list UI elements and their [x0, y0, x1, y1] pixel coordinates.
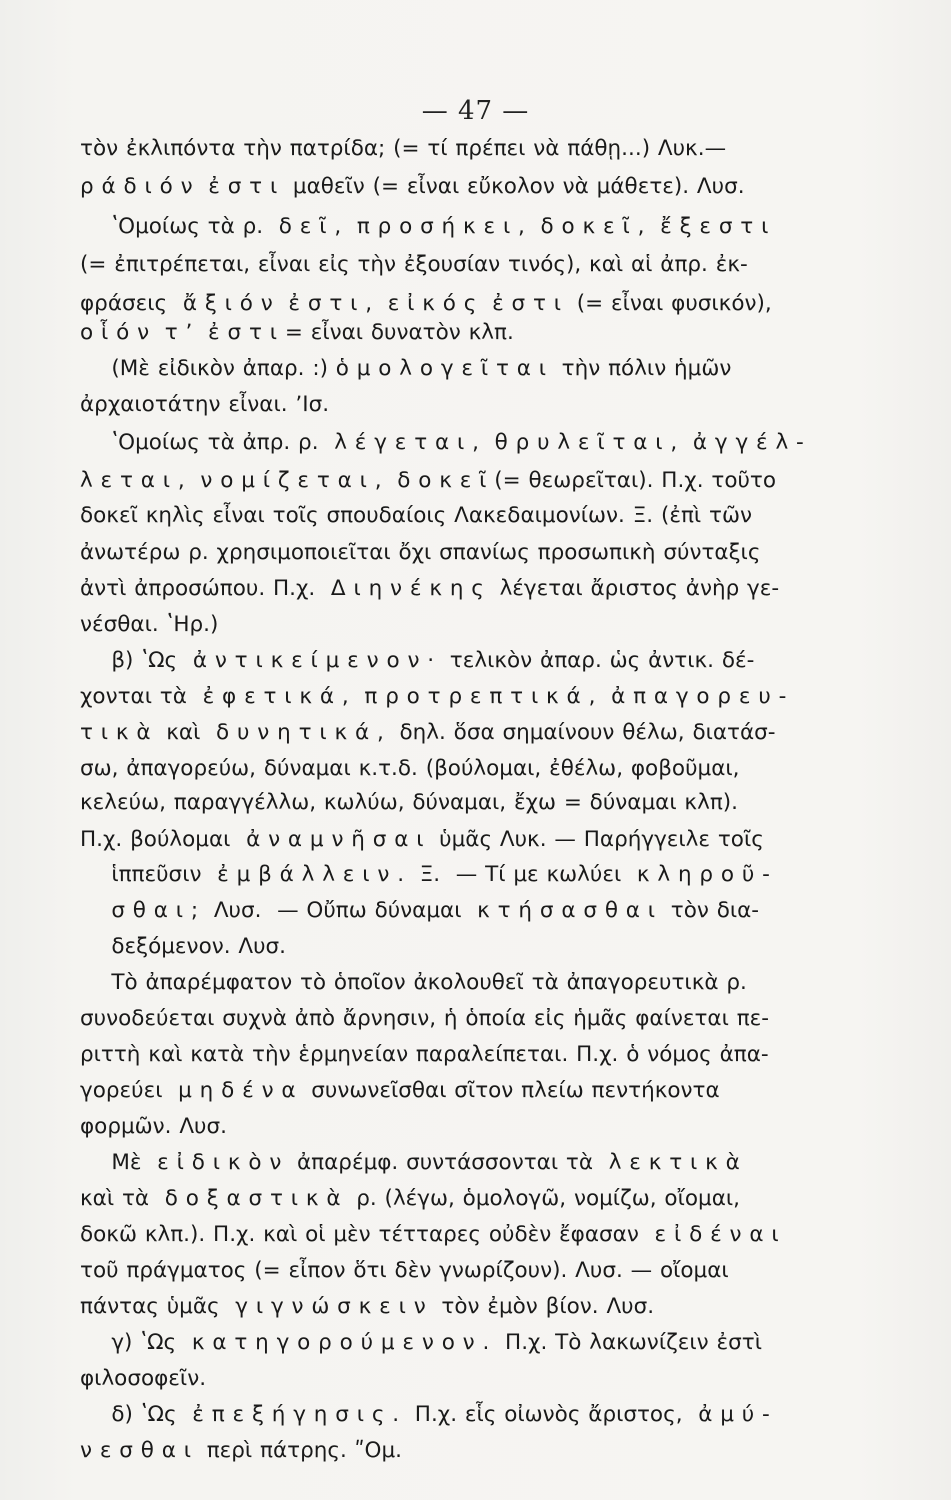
text-line: Τὸ ἀπαρέμφατον τὸ ὁποῖον ἀκολουθεῖ τὰ ἀπαγορευτικὰ ρ. — [80, 970, 747, 995]
text-line: ρ ά δ ι ό ν ἐ σ τ ι μαθεῖν (= εἶναι εὔκολον νὰ μάθετε). Λυσ. — [80, 174, 745, 199]
text-line: δοκεῖ κηλὶς εἶναι τοῖς σπουδαίοις Λακεδαιμονίων. Ξ. (ἐπὶ τῶν — [80, 503, 752, 528]
text-line: ʽΟμοίως τὰ ἀπρ. ρ. λ έ γ ε τ α ι , θ ρ υ λ ε ῖ τ α ι , ἀ γ γ έ λ - — [80, 430, 804, 455]
text-line: φράσεις ἄ ξ ι ό ν ἐ σ τ ι , ε ἰ κ ό ς ἐ σ τ ι (= εἶναι φυσικόν), — [80, 291, 772, 316]
text-line: ʽΟμοίως τὰ ρ. δ ε ῖ , π ρ ο σ ή κ ε ι , δ ο κ ε ῖ , ἔ ξ ε σ τ ι — [80, 214, 769, 239]
text-line: (Μὲ εἰδικὸν ἀπαρ. :) ὁ μ ο λ ο γ ε ῖ τ α ι τὴν πόλιν ἡμῶν — [80, 356, 732, 381]
text-line: ἀντὶ ἀπροσώπου. Π.χ. Δ ι η ν έ κ η ς λέγεται ἄριστος ἀνὴρ γε- — [80, 576, 780, 601]
text-line: χονται τὰ ἐ φ ε τ ι κ ά , π ρ ο τ ρ ε π τ ι κ ά , ἀ π α γ ο ρ ε υ - — [80, 684, 787, 709]
text-line: δ) ʽΩς ἐ π ε ξ ή γ η σ ι ς . Π.χ. εἷς οἰωνὸς ἄριστος, ἀ μ ύ - — [80, 1402, 770, 1427]
text-line: νέσθαι. ʽΗρ.) — [80, 612, 219, 637]
text-line: καὶ τὰ δ ο ξ α σ τ ι κ ὰ ρ. (λέγω, ὁμολογῶ, νομίζω, οἴομαι, — [80, 1186, 740, 1211]
text-line: ο ἷ ό ν τ ʼ ἐ σ τ ι = εἶναι δυνατὸν κλπ. — [80, 320, 514, 345]
text-line: δεξόμενον. Λυσ. — [80, 934, 287, 959]
text-line: γ) ʽΩς κ α τ η γ ο ρ ο ύ μ ε ν ο ν . Π.χ. Τὸ λακωνίζειν ἐστὶ — [80, 1330, 762, 1355]
text-line: φιλοσοφεῖν. — [80, 1366, 207, 1391]
text-line: σω, ἀπαγορεύω, δύναμαι κ.τ.δ. (βούλομαι, ἐθέλω, φοβοῦμαι, — [80, 756, 740, 781]
text-line: ἀρχαιοτάτην εἶναι. ʼΙσ. — [80, 392, 330, 417]
text-line: τοῦ πράγματος (= εἶπον ὅτι δὲν γνωρίζουν). Λυσ. — οἴομαι — [80, 1258, 729, 1283]
text-line: β) ʽΩς ἀ ν τ ι κ ε ί μ ε ν ο ν · τελικὸν ἀπαρ. ὡς ἀντικ. δέ- — [80, 648, 755, 673]
text-line: φορμῶν. Λυσ. — [80, 1114, 227, 1139]
text-line: ριττὴ καὶ κατὰ τὴν ἑρμηνείαν παραλείπεται. Π.χ. ὁ νόμος ἀπα- — [80, 1042, 769, 1067]
text-line: Π.χ. βούλομαι ἀ ν α μ ν ῆ σ α ι ὑμᾶς Λυκ. — Παρήγγειλε τοῖς — [80, 827, 764, 852]
text-line: τ ι κ ὰ καὶ δ υ ν η τ ι κ ά , δηλ. ὅσα σημαίνουν θέλω, διατάσ- — [80, 720, 776, 745]
text-line: συνοδεύεται συχνὰ ἀπὸ ἄρνησιν, ἡ ὁποία εἰς ἡμᾶς φαίνεται πε- — [80, 1006, 770, 1031]
text-line: κελεύω, παραγγέλλω, κωλύω, δύναμαι, ἔχω = δύναμαι κλπ). — [80, 790, 738, 815]
text-line: (= ἐπιτρέπεται, εἶναι εἰς τὴν ἐξουσίαν τινός), καὶ αἱ ἀπρ. ἐκ- — [80, 252, 748, 277]
text-line: τὸν ἐκλιπόντα τὴν πατρίδα; (= τί πρέπει νὰ πάθῃ...) Λυκ.— — [80, 136, 727, 161]
text-line: γορεύει μ η δ έ ν α συνωνεῖσθαι σῖτον πλείω πεντήκοντα — [80, 1078, 720, 1103]
text-line: λ ε τ α ι , ν ο μ ί ζ ε τ α ι , δ ο κ ε ῖ (= θεωρεῖται). Π.χ. τοῦτο — [80, 468, 777, 493]
text-line: ἱππεῦσιν ἐ μ β ά λ λ ε ι ν . Ξ. — Τί με κωλύει κ λ η ρ ο ῦ - — [80, 862, 770, 887]
text-line: ν ε σ θ α ι περὶ πάτρης. ʺΟμ. — [80, 1438, 402, 1463]
text-line: ἀνωτέρω ρ. χρησιμοποιεῖται ὄχι σπανίως προσωπικὴ σύνταξις — [80, 540, 761, 565]
page-number: — 47 — — [421, 96, 530, 126]
text-line: πάντας ὑμᾶς γ ι γ ν ώ σ κ ε ι ν τὸν ἐμὸν βίον. Λυσ. — [80, 1294, 655, 1319]
text-line: δοκῶ κλπ.). Π.χ. καὶ οἱ μὲν τέτταρες οὐδὲν ἔφασαν ε ἰ δ έ ν α ι — [80, 1222, 779, 1247]
text-line: σ θ α ι ; Λυσ. — Οὔπω δύναμαι κ τ ή σ α σ θ α ι τὸν δια- — [80, 898, 760, 923]
text-line: Μὲ ε ἰ δ ι κ ὸ ν ἀπαρέμφ. συντάσσονται τὰ λ ε κ τ ι κ ὰ — [80, 1150, 740, 1175]
